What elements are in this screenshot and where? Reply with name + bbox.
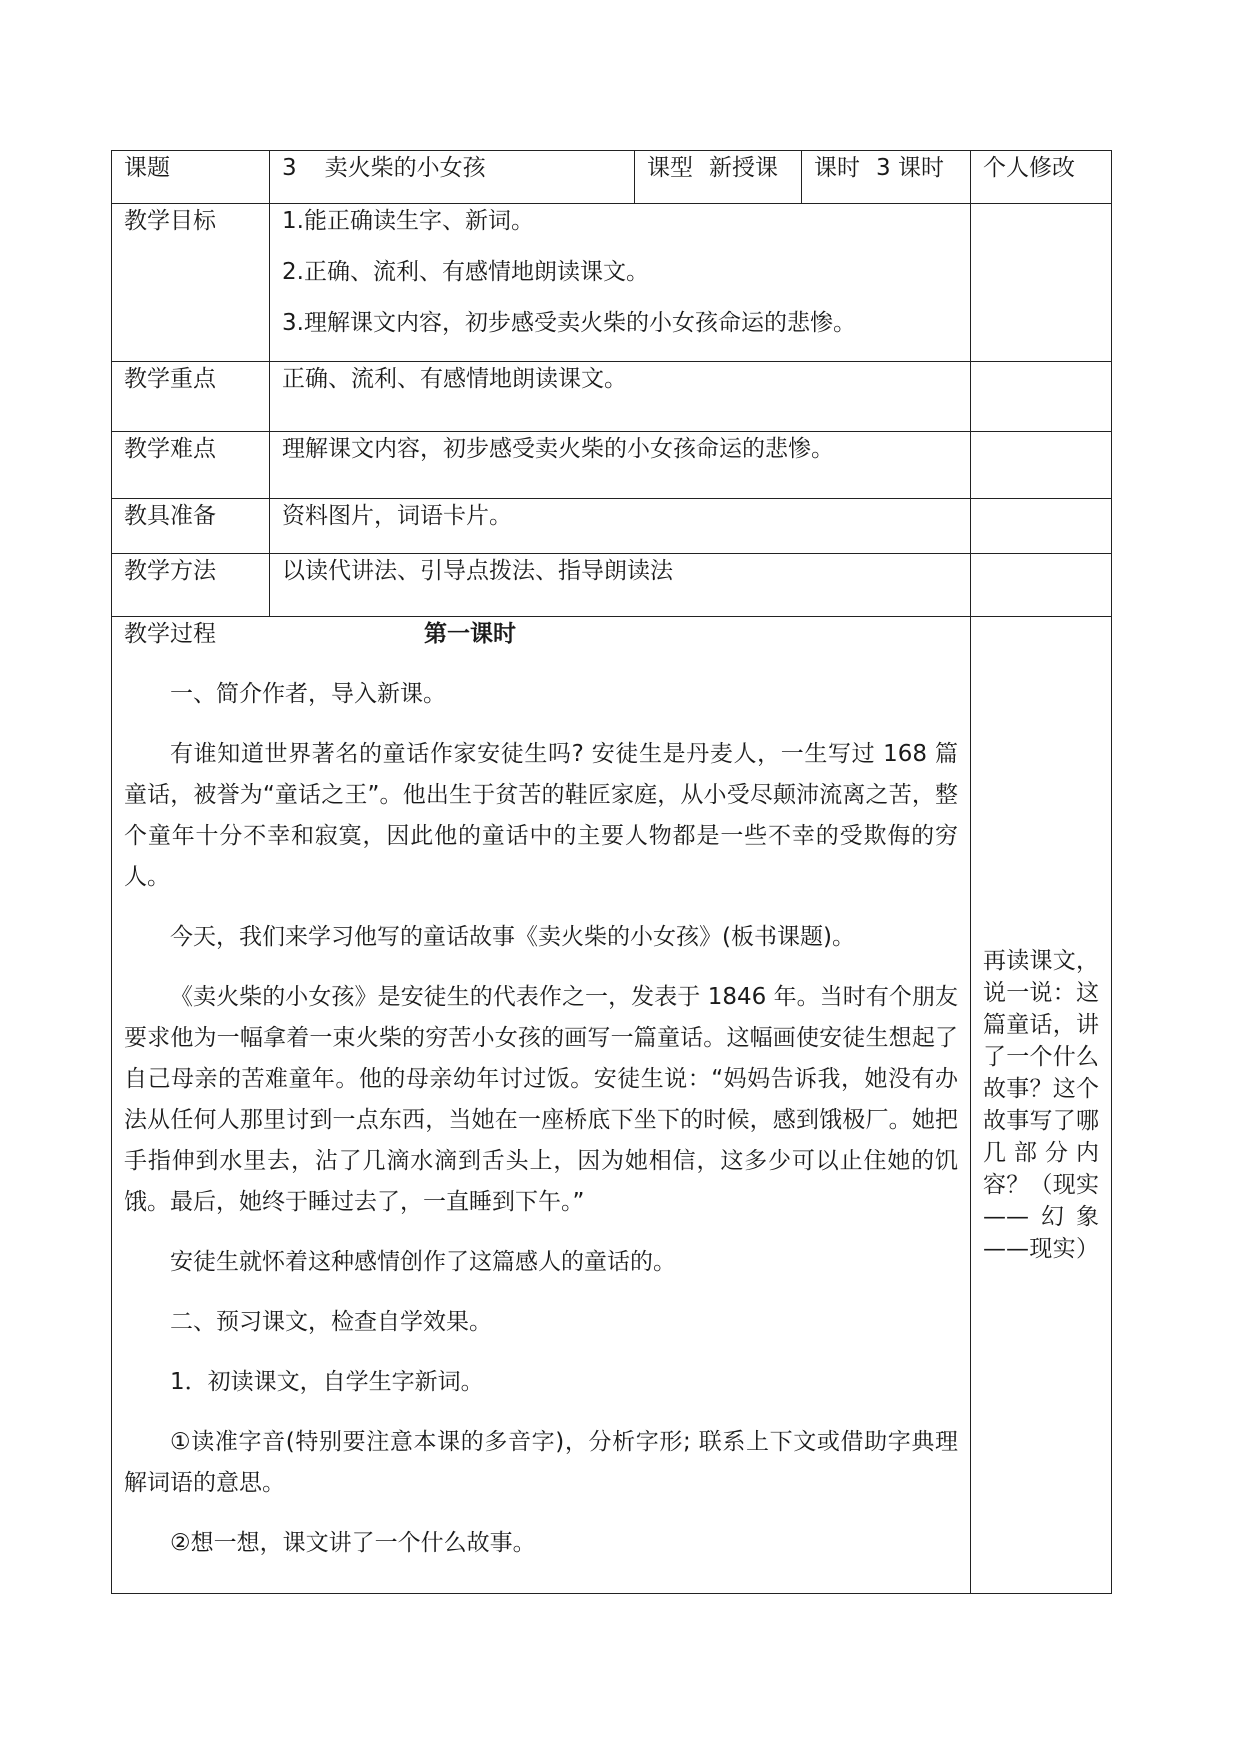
process-heading (124, 617, 958, 655)
difficulty-notes (971, 432, 1112, 499)
process-paragraph: 今天，我们来学习他写的童话故事《卖火柴的小女孩》(板书课题)。 (170, 924, 855, 950)
goal-item: 1.能正确读生字、新词。 (282, 208, 534, 234)
lesson-hours-value: 3 课时 (876, 155, 944, 181)
goals-content (270, 204, 971, 362)
tools-notes (971, 499, 1112, 554)
lesson-plan-table (111, 150, 1112, 1594)
key-point-text: 正确、流利、有感情地朗读课文。 (270, 362, 971, 432)
method-label: 教学方法 (112, 554, 270, 617)
goals-row (112, 204, 1112, 362)
process-side-note-cell (971, 617, 1112, 1594)
goals-notes (971, 204, 1112, 362)
process-paragraph: ①读准字音(特别要注意本课的多音字)，分析字形; 联系上下文或借助字典理解词语的意思。 (124, 1429, 958, 1496)
lesson-type-cell (635, 151, 802, 204)
lesson-number: 3 (282, 155, 297, 181)
lesson-title: 卖火柴的小女孩 (324, 155, 486, 181)
tools-text: 资料图片，词语卡片。 (270, 499, 971, 554)
process-paragraph: 有谁知道世界著名的童话作家安徒生吗? 安徒生是丹麦人，一生写过 168 篇童话，被誉为“童话之王”。他出生于贫苦的鞋匠家庭，从小受尽颠沛流离之苦，整个童年十分不幸和寂寞，因此他的童话中的主要人物都是一些不幸的受欺侮的穷人。 (124, 741, 958, 890)
process-paragraph: 1．初读课文，自学生字新词。 (170, 1369, 484, 1395)
tools-row (112, 499, 1112, 554)
personal-edit-label: 个人修改 (971, 151, 1112, 204)
process-content (112, 617, 971, 1594)
process-side-note: 再读课文，说一说：这篇童话，讲了一个什么故事？这个故事写了哪几部分内容？（现实——幻象——现实） (983, 948, 1099, 1262)
goals-label: 教学目标 (112, 204, 270, 362)
process-row (112, 617, 1112, 1594)
lesson-type-value: 新授课 (709, 155, 778, 181)
lesson-title-cell (270, 151, 635, 204)
lesson-type-label: 课型 (647, 155, 693, 181)
process-paragraph: 安徒生就怀着这种感情创作了这篇感人的童话的。 (170, 1249, 676, 1275)
tools-label: 教具准备 (112, 499, 270, 554)
key-point-row (112, 362, 1112, 432)
difficulty-text: 理解课文内容，初步感受卖火柴的小女孩命运的悲惨。 (270, 432, 971, 499)
method-text: 以读代讲法、引导点拨法、指导朗读法 (270, 554, 971, 617)
lesson-hours-label: 课时 (814, 155, 860, 181)
process-label: 教学过程 (124, 621, 216, 647)
method-row (112, 554, 1112, 617)
difficulty-label: 教学难点 (112, 432, 270, 499)
goal-item: 2.正确、流利、有感情地朗读课文。 (282, 259, 649, 285)
header-row (112, 151, 1112, 204)
goal-item: 3.理解课文内容，初步感受卖火柴的小女孩命运的悲惨。 (282, 310, 856, 336)
lesson-hours-cell (802, 151, 971, 204)
key-point-notes (971, 362, 1112, 432)
process-paragraph: 二、预习课文，检查自学效果。 (170, 1309, 492, 1335)
process-paragraph: 《卖火柴的小女孩》是安徒生的代表作之一，发表于 1846 年。当时有个朋友要求他为一幅拿着一束火柴的穷苦小女孩的画写一篇童话。这幅画使安徒生想起了自己母亲的苦难童年。他的母亲幼年讨过饭。安徒生说：“妈妈告诉我，她没有办法从任何人那里讨到一点东西，当她在一座桥底下坐下的时候，感到饿极厂。她把手指伸到水里去，沾了几滴水滴到舌头上，因为她相信，这多少可以止住她的饥饿。最后，她终于睡过去了，一直睡到下午。” (124, 984, 958, 1215)
method-notes (971, 554, 1112, 617)
process-paragraph: ②想一想，课文讲了一个什么故事。 (170, 1530, 536, 1556)
topic-label: 课题 (112, 151, 270, 204)
session-title: 第一课时 (424, 621, 516, 647)
key-point-label: 教学重点 (112, 362, 270, 432)
difficulty-row (112, 432, 1112, 499)
process-paragraph: 一、简介作者，导入新课。 (170, 681, 446, 707)
